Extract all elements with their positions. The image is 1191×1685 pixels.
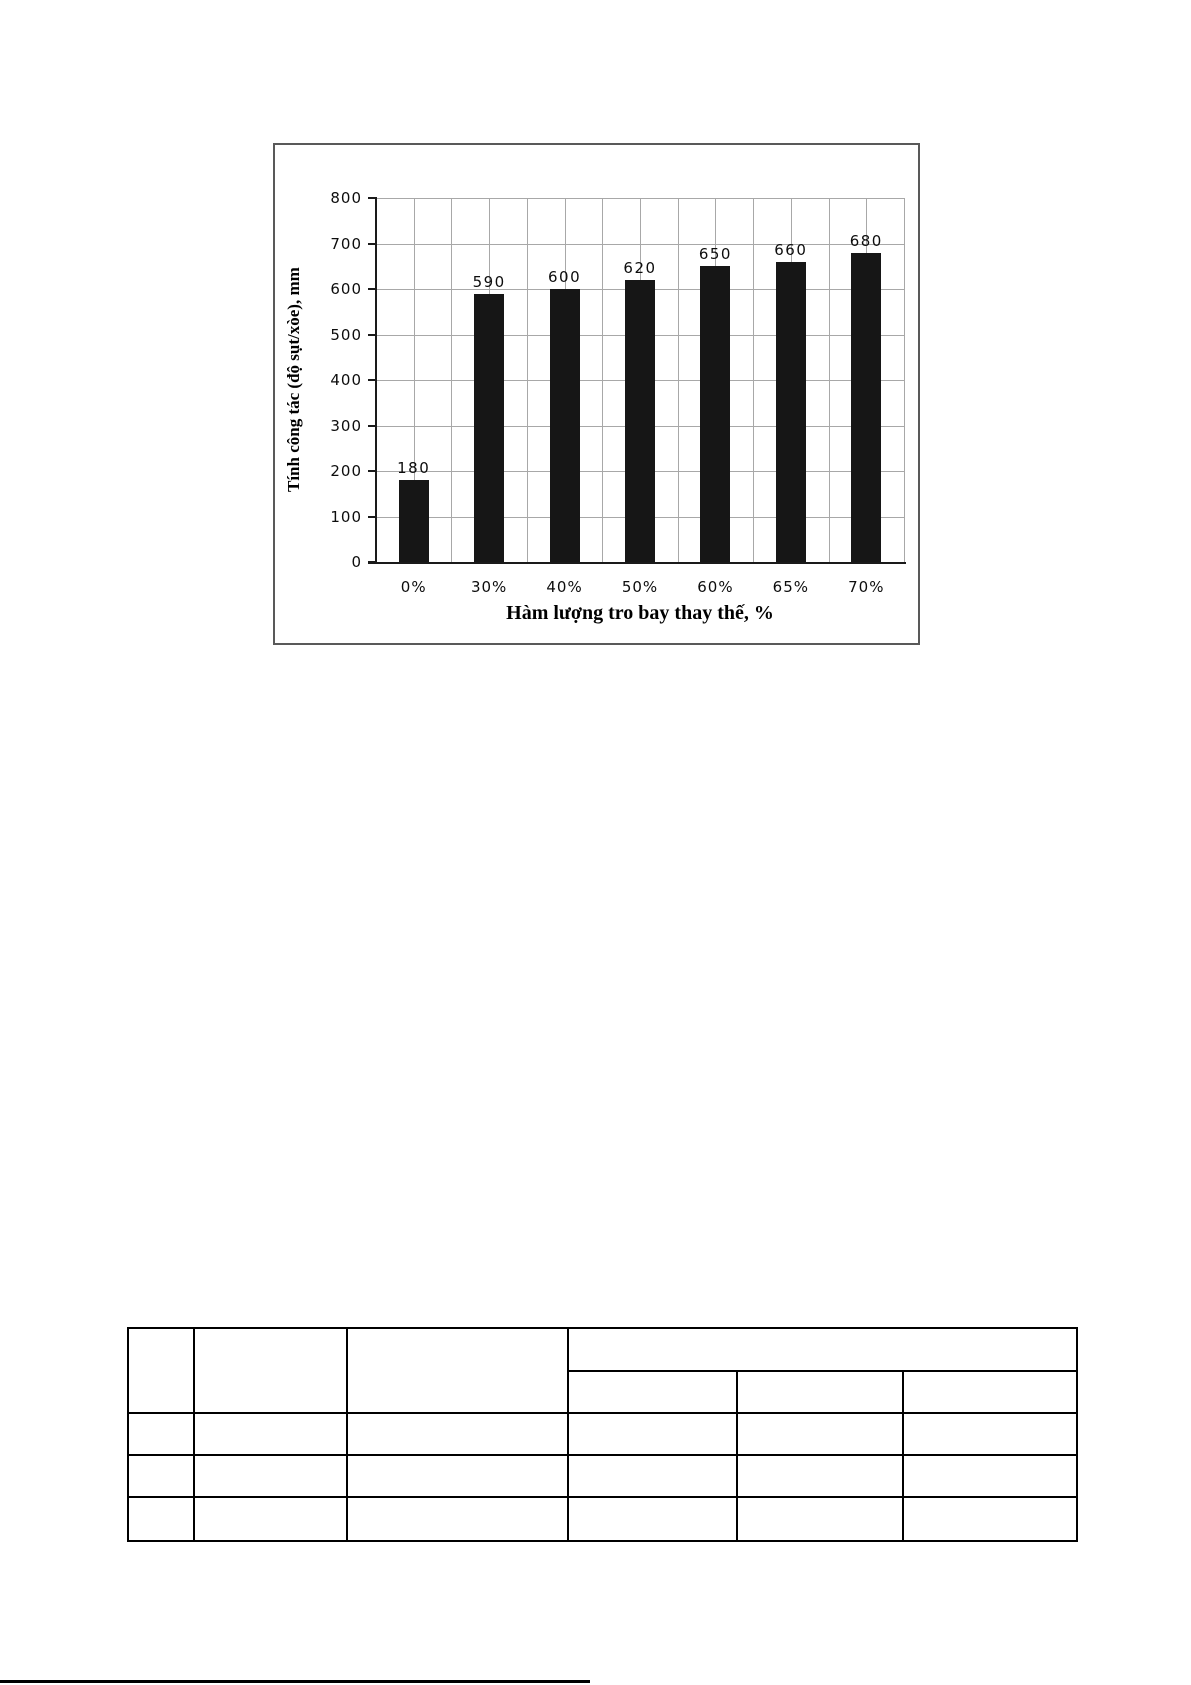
footer-rule (0, 1680, 590, 1683)
v-gridline (829, 198, 830, 562)
bar-0% (399, 480, 429, 562)
y-tick-label: 600 (330, 280, 362, 298)
table-header-row-1 (128, 1328, 1077, 1371)
chart-plot-area (275, 145, 918, 643)
table-row (128, 1455, 1077, 1497)
y-tick-label: 500 (330, 325, 362, 344)
bar-value-label: 180 (397, 459, 431, 478)
bar-value-label: 590 (472, 272, 506, 291)
bar-chart-figure (273, 143, 920, 645)
v-gridline (753, 198, 754, 562)
table-row (128, 1497, 1077, 1541)
bar-value-label: 650 (698, 245, 732, 264)
y-tick-label: 300 (330, 416, 362, 435)
subheader-cell-3 (903, 1371, 1077, 1413)
bar-value-label: 600 (547, 268, 582, 286)
table-row (128, 1413, 1077, 1455)
subheader-cell-2 (737, 1371, 903, 1413)
bar-value-label: 680 (849, 231, 883, 250)
x-tick-label: 70% (848, 578, 885, 596)
header-cell-col2 (194, 1328, 347, 1413)
x-tick-label: 65% (772, 578, 810, 596)
bar-70% (851, 253, 881, 562)
y-tick-label: 200 (330, 462, 362, 480)
header-cell-merged-right (568, 1328, 1077, 1371)
bar-50% (625, 280, 655, 562)
v-gridline (678, 198, 679, 562)
bar-value-label: 620 (623, 258, 657, 277)
header-cell-col1 (128, 1328, 194, 1413)
subheader-cell-1 (568, 1371, 737, 1413)
header-cell-col3 (347, 1328, 568, 1413)
v-gridline (451, 198, 452, 562)
x-tick-label: 30% (470, 578, 508, 596)
bar-60% (700, 266, 730, 562)
y-axis-line (375, 198, 377, 564)
y-tick-label: 700 (330, 234, 362, 253)
x-tick-label: 60% (697, 578, 734, 596)
x-tick-label: 50% (621, 578, 659, 596)
x-tick-label: 40% (546, 578, 583, 596)
v-gridline (904, 198, 905, 562)
x-axis-line (368, 562, 906, 564)
y-tick-label: 100 (330, 507, 362, 526)
y-tick-label: 800 (330, 189, 362, 207)
y-tick-label: 400 (330, 371, 362, 389)
x-axis-title: Hàm lượng tro bay thay thế, % (506, 602, 774, 624)
bar-65% (776, 262, 806, 562)
empty-data-table (127, 1327, 1078, 1542)
x-tick-label: 0% (400, 578, 427, 596)
bar-40% (550, 289, 580, 562)
bar-30% (474, 294, 504, 562)
y-axis-title: Tính công tác (độ sụt/xòe), mm (284, 267, 303, 493)
y-tick-label: 0 (351, 553, 362, 571)
v-gridline (527, 198, 528, 562)
v-gridline (602, 198, 603, 562)
bar-value-label: 660 (774, 240, 808, 259)
